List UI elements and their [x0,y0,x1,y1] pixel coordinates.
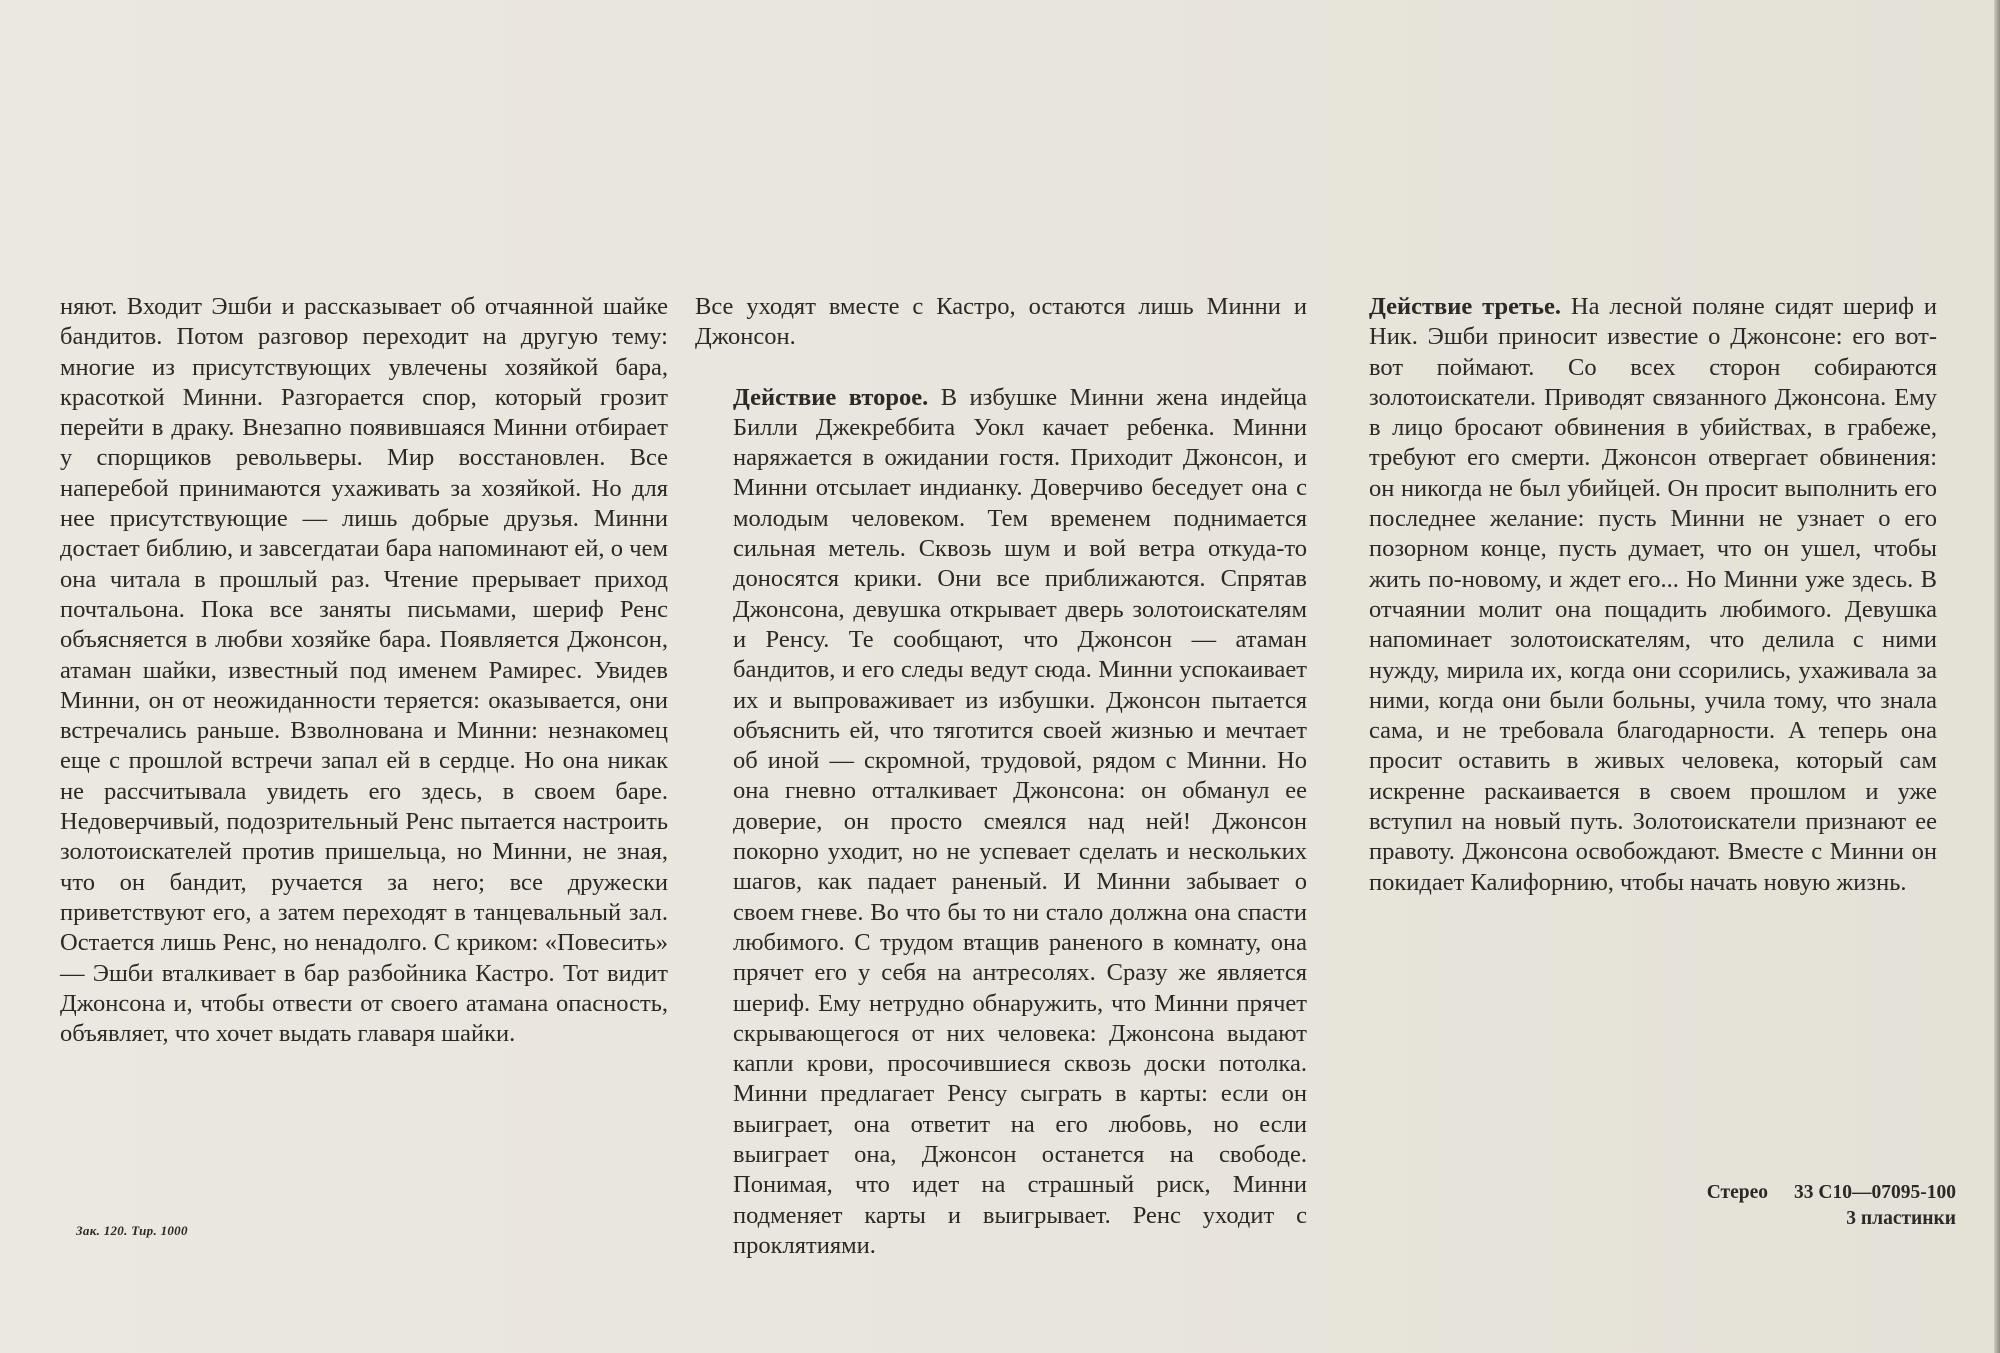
catalog-number: 33 С10—07095-100 [1794,1182,1956,1203]
text-column-3 [1331,292,1937,898]
act2-heading: Действие второе. [733,383,929,411]
disc-count: 3 пластинки [1846,1208,1956,1229]
text-column-2 [695,292,1307,1261]
text-column-1 [60,292,668,1049]
paragraph-act1-end: Все уходят вместе с Кастро, остаются лишь Минни и Джонсон. [695,293,1307,351]
act2-text: В избушке Минни жена индейца Билли Джекреббита Уокл качает ребенка. Минни наряжается в ожидании гостя. Приходит Джонсон, и Минни отсылает индианку. Доверчиво беседует она с молодым человеком. Тем временем поднимается сильная метель. Сквозь шум и вой ветра откуда-то доносятся крики. Они все приближаются. Спрятав Джонсона, девушка открывает дверь золотоискателям и Ренсу. Те сообщают, что Джонсон — атаман бандитов, и его следы ведут сюда. Минни успокаивает их и выпроваживает из избушки. Джонсон пытается объяснить ей, что тяготится своей жизнью и мечтает об иной — скромной, трудовой, рядом с Минни. Но она гневно отталкивает Джонсона: он обманул ее доверие, он просто смеялся над ней! Джонсон покорно уходит, но не успевает сделать и нескольких шагов, как падает раненый. И Минни забывает о своем гневе. Во что бы то ни стало должна она спасти любимого. С трудом втащив раненого в комнату, она прячет его у себя на антресолях. Сразу же является шериф. Ему нетрудно обнаружить, что Минни прячет скрывающегося от них человека: Джонсона выдают капли крови, просочившиеся сквозь доски потолка. Минни предлагает Ренсу сыграть в карты: если он выиграет, она ответит на его любовь, но если выиграет она, Джонсон останется на свободе. Понимая, что идет на страшный риск, Минни подменяет карты и выигрывает. Ренс уходит с проклятиями. [733,383,1307,1259]
paragraph-act3 [1331,292,1937,898]
paragraph-act2 [695,383,1307,1262]
paragraph-act1-continued: няют. Входит Эшби и рассказывает об отчаянной шайке бандитов. Потом разговор переходит на другую тему: многие из присутствующих увлечены хозяйкой бара, красоткой Минни. Разгорается спор, который грозит перейти в драку. Внезапно появившаяся Минни отбирает у спорщиков револьверы. Мир восстановлен. Все наперебой принимаются ухаживать за хозяйкой. Но для нее присутствующие — лишь добрые друзья. Минни достает библию, и завсегдатаи бара напоминают ей, о чем она читала в прошлый раз. Чтение прерывает приход почтальона. Пока все заняты письмами, шериф Ренс объясняется в любви хозяйке бара. Появляется Джонсон, атаман шайки, известный под именем Рамирес. Увидев Минни, он от неожиданности теряется: оказывается, они встречались раньше. Взволнована и Минни: незнакомец еще с прошлой встречи запал ей в сердце. Но она никак не рассчитывала увидеть его здесь, в своем баре. Недоверчивый, подозрительный Ренс пытается настроить золотоискателей против пришельца, но Минни, не зная, что он бандит, ручается за него; все дружески приветствуют его, а затем переходят в танцевальный зал. Остается лишь Ренс, но ненадолго. С криком: «Повесить» — Эшби вталкивает в бар разбойника Кастро. Тот видит Джонсона и, чтобы отвести от своего атамана опасность, объявляет, что хочет выдать главаря шайки. [60,293,668,1048]
print-run-info: Зак. 120. Тир. 1000 [76,1223,188,1238]
act3-text: На лесной поляне сидят шериф и Ник. Эшби приносит известие о Джонсоне: его вот-вот поймают. Со всех сторон собираются золотоискатели. Приводят связанного Джонсона. Ему в лицо бросают обвинения в убийствах, в грабеже, требуют его смерти. Джонсон отвергает обвинения: он никогда не был убийцей. Он просит выполнить его последнее желание: пусть Минни не узнает о его позорном конце, пусть думает, что он ушел, чтобы жить по-новому, и ждет его... Но Минни уже здесь. В отчаянии молит она пощадить любимого. Девушка напоминает золотоискателям, что делила с ними нужду, мирила их, когда они ссорились, ухаживала за ними, когда они были больны, учила тому, что знала сама, и не требовала благодарности. А теперь она просит оставить в живых человека, который сам искренне раскаивается в своем прошлом и уже вступил на новый путь. Золотоискатели признают ее правоту. Джонсона освобождают. Вместе с Минни он покидает Калифорнию, чтобы начать новую жизнь. [1369,293,1937,896]
release-info [1707,1180,1956,1232]
stereo-label: Стерео [1706,1182,1769,1203]
catalog-line [1707,1180,1956,1206]
act3-heading: Действие третье. [1369,293,1561,320]
paper-edge-shadow [1994,0,2000,1353]
